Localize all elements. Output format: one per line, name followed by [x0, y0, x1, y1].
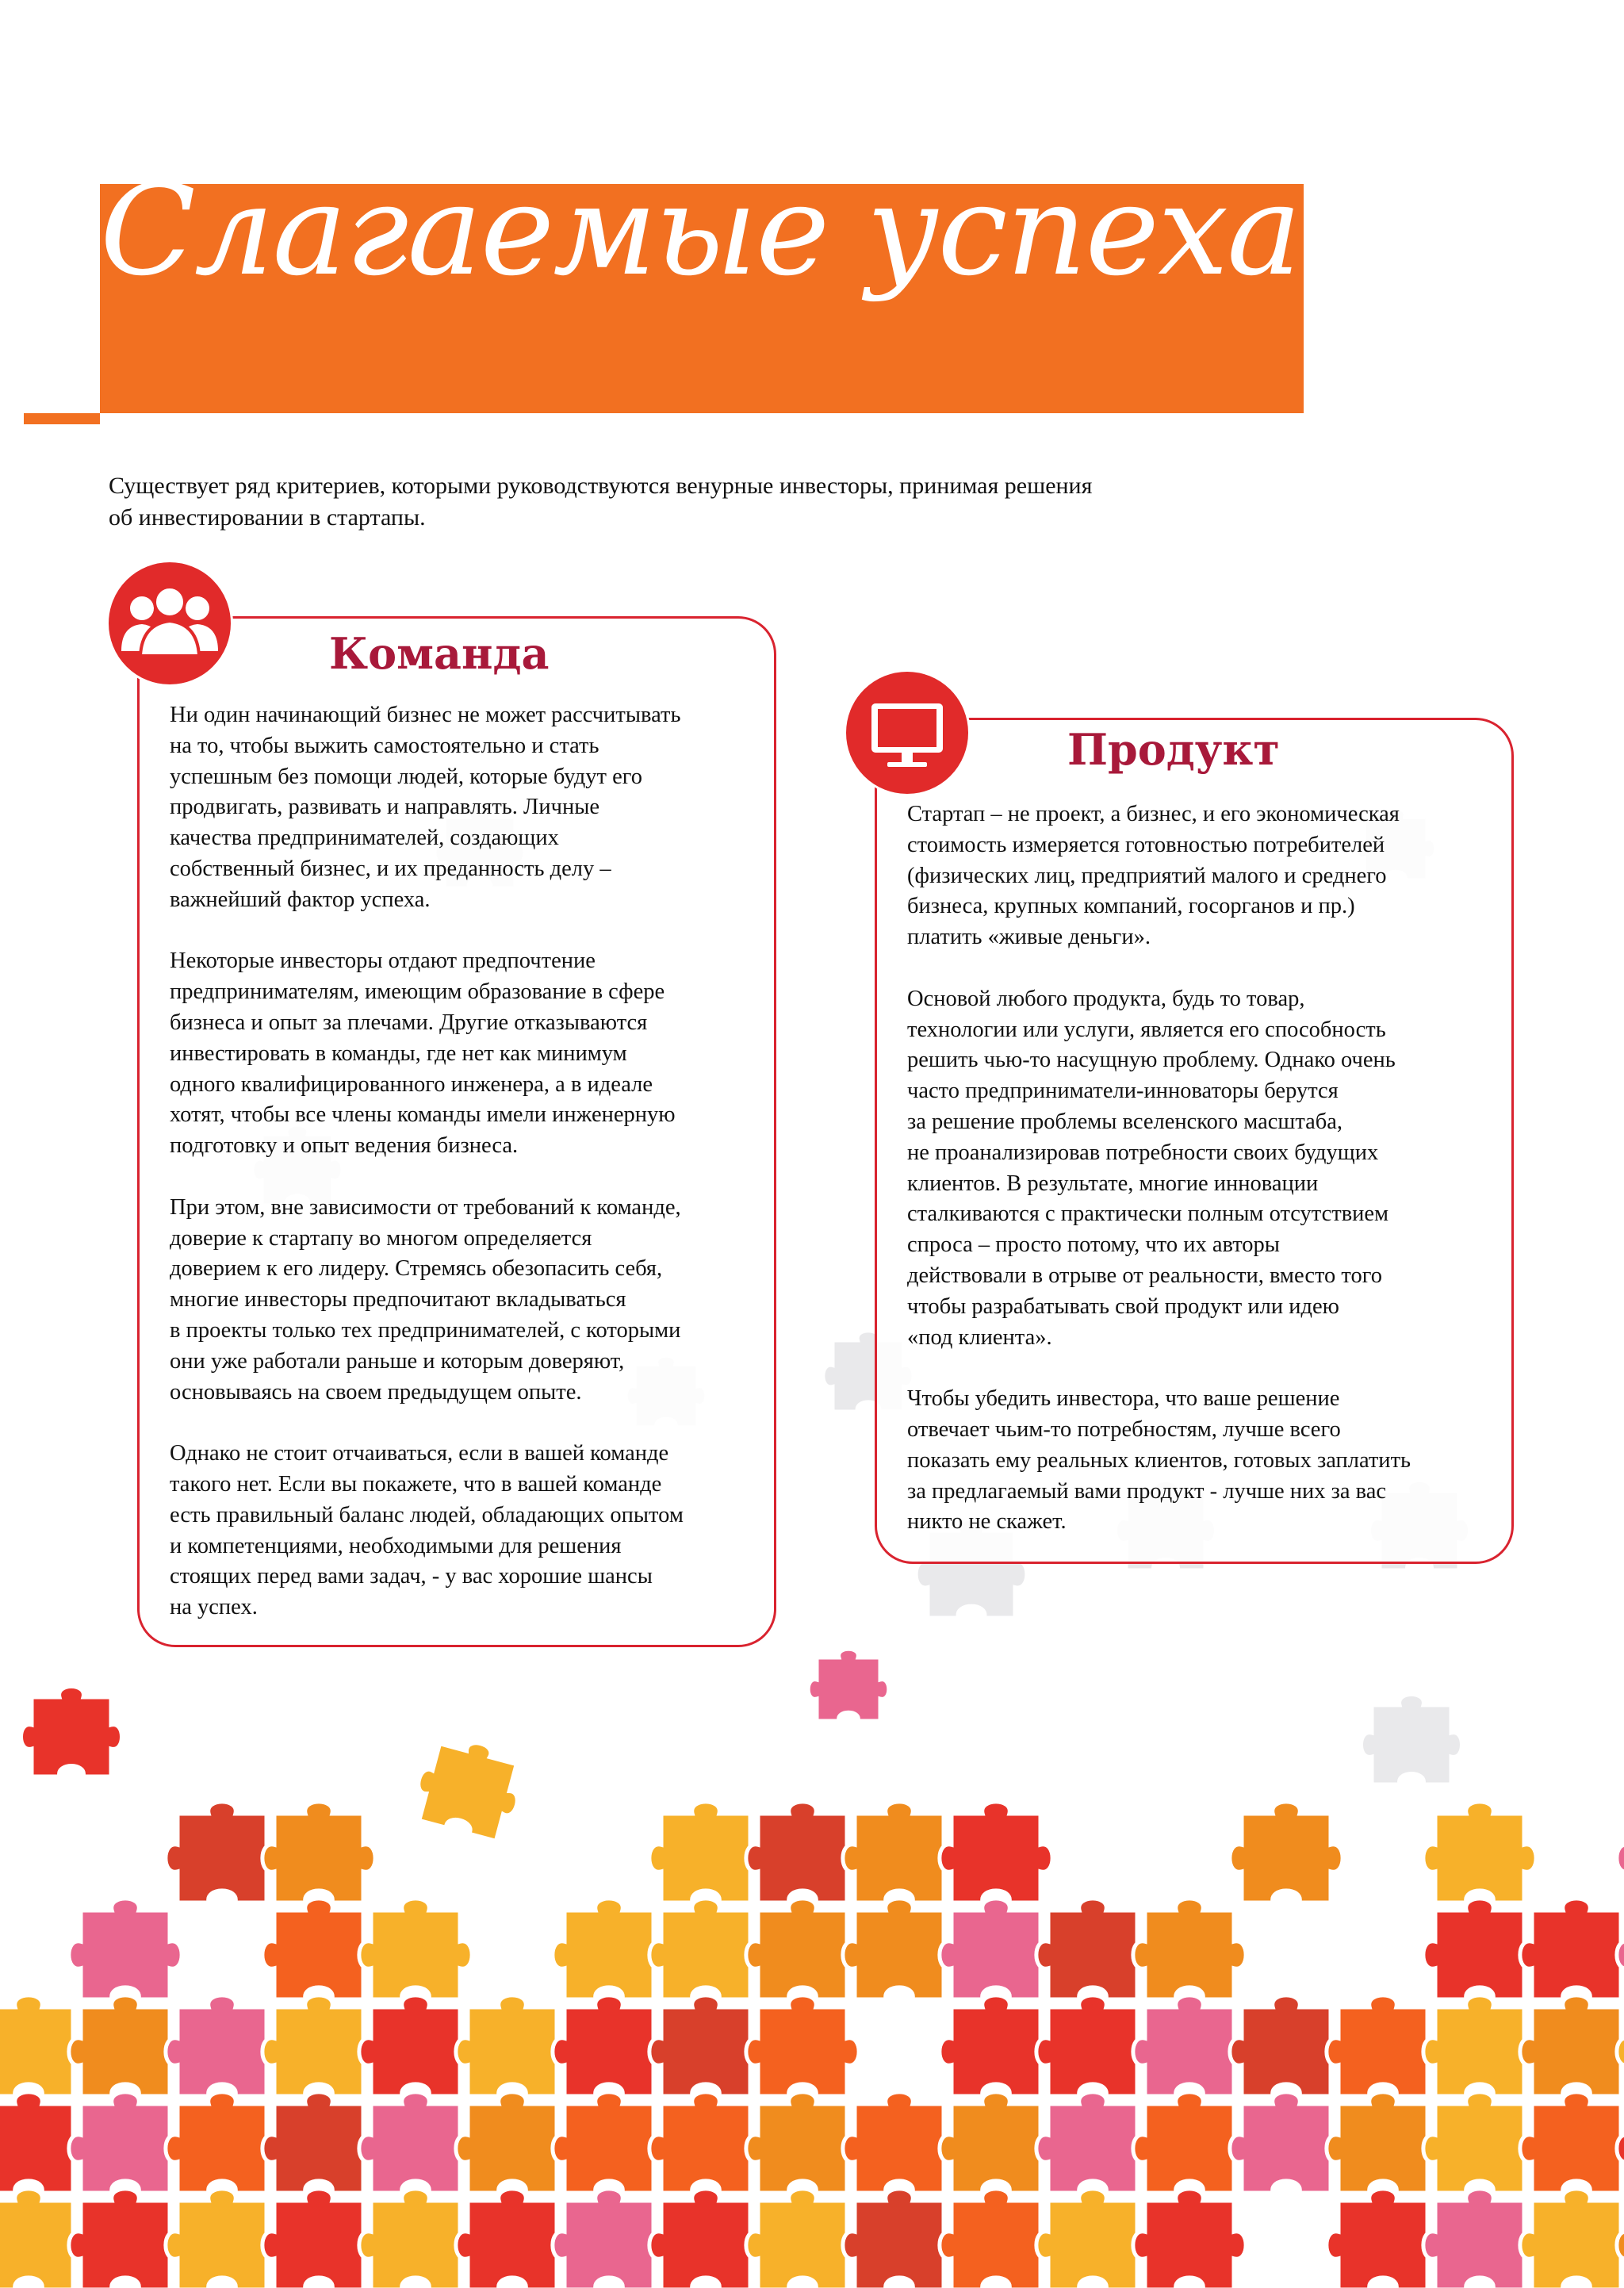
puzzle-piece	[1520, 1995, 1624, 2096]
text-line: стоимость измеряется готовностью потребителей	[907, 832, 1385, 857]
text-line: одного квалифицированного инженера, а в идеале	[170, 1071, 653, 1097]
text-line: за решение проблемы вселенского масштаба,	[907, 1109, 1343, 1134]
product-text	[907, 799, 1411, 1569]
text-line: действовали в отрыве от реальности, вместо того	[907, 1263, 1382, 1288]
puzzle-piece	[1520, 1899, 1624, 1999]
text-line: Стартап – не проект, а бизнес, и его экономическая	[907, 802, 1400, 826]
text-line: бизнеса, крупных компаний, госорганов и пр.)	[907, 894, 1355, 919]
text-line: часто предприниматели-инноваторы берутся	[907, 1079, 1339, 1104]
text-line: решить чью-то насущную проблему. Однако очень	[907, 1048, 1396, 1073]
puzzle-piece	[262, 1802, 375, 1903]
puzzle-piece	[1423, 1802, 1536, 1903]
team-heading: Команда	[329, 628, 550, 679]
text-line: собственный бизнес, и их преданность делу –	[170, 856, 611, 881]
text-line: за предлагаемый вами продукт - лучше них за вас	[907, 1478, 1387, 1504]
text-line: многие инвесторы предпочитают вкладываться	[170, 1287, 626, 1313]
puzzle-piece	[1230, 1802, 1342, 1903]
team-paragraph	[170, 1193, 684, 1408]
text-line: чтобы разрабатывать свой продукт или идею	[907, 1293, 1339, 1319]
text-line: Однако не стоит отчаиваться, если в вашей команде	[170, 1441, 669, 1466]
product-paragraph	[907, 984, 1411, 1354]
text-line: основываясь на своем предыдущем опыте.	[170, 1379, 582, 1405]
product-paragraph	[907, 1384, 1411, 1538]
text-line: в проекты только тех предпринимателей, с которыми	[170, 1317, 681, 1343]
text-line: не проанализировав потребности своих будущих	[907, 1140, 1379, 1165]
text-line: на то, чтобы выжить самостоятельно и стать	[170, 733, 599, 758]
text-line: Ни один начинающий бизнес не может рассчитывать	[170, 703, 681, 727]
team-paragraph	[170, 1439, 684, 1623]
intro-text	[109, 470, 1251, 534]
text-line: показать ему реальных клиентов, готовых заплатить	[907, 1447, 1411, 1473]
team-text	[170, 700, 684, 1654]
puzzle-piece	[1133, 2189, 1246, 2288]
puzzle-piece	[359, 1899, 472, 1999]
intro-line: Существует ряд критериев, которыми руководствуются венурные инвесторы, принимая решения	[109, 473, 1093, 499]
intro-line: об инвестировании в стартапы.	[109, 504, 426, 531]
puzzle-piece	[409, 1730, 530, 1844]
puzzle-piece	[1617, 1802, 1624, 1903]
text-line: (физических лиц, предприятий малого и среднего	[907, 863, 1387, 888]
computer-monitor-icon	[844, 669, 971, 796]
puzzle-piece	[746, 1995, 859, 2096]
text-line: платить «живые деньги».	[907, 925, 1151, 950]
product-paragraph	[907, 799, 1411, 953]
puzzle-piece	[808, 1649, 889, 1721]
page-title: Слагаемые успеха	[100, 158, 1300, 304]
puzzle-piece	[21, 1687, 122, 1777]
text-line: технологии или услуги, является его способность	[907, 1017, 1386, 1042]
text-line: доверие к стартапу во многом определяется	[170, 1225, 592, 1251]
text-line: качества предпринимателей, создающих	[170, 826, 559, 851]
text-line: «под клиента».	[907, 1324, 1052, 1350]
text-line: они уже работали раньше и которым доверяют,	[170, 1348, 625, 1374]
puzzle-piece	[1133, 1899, 1246, 1999]
text-line: продвигать, развивать и направлять. Личные	[170, 795, 600, 820]
text-line: стоящих перед вами задач, - у вас хорошие шансы	[170, 1564, 653, 1589]
text-line: важнейший фактор успеха.	[170, 887, 431, 912]
product-heading: Продукт	[1067, 724, 1280, 775]
puzzle-piece	[1520, 2092, 1624, 2193]
puzzle-piece	[940, 1802, 1052, 1903]
product-card	[875, 718, 1514, 1564]
team-card	[137, 616, 776, 1647]
text-line: Основой любого продукта, будь то товар,	[907, 986, 1305, 1011]
text-line: Некоторые инвесторы отдают предпочтение	[170, 949, 596, 974]
text-line: предпринимателям, имеющим образование в сфере	[170, 979, 665, 1005]
text-line: инвестировать в команды, где нет как минимум	[170, 1041, 627, 1066]
text-line: отвечает чьим-то потребностям, лучше всего	[907, 1416, 1341, 1442]
text-line: на успех.	[170, 1595, 258, 1620]
text-line: сталкиваются с практически полным отсутствием	[907, 1201, 1389, 1227]
text-line: хотят, чтобы все члены команды имели инженерную	[170, 1102, 676, 1128]
text-line: и компетенциями, необходимыми для решения	[170, 1533, 622, 1558]
text-line: При этом, вне зависимости от требований к команде,	[170, 1194, 681, 1220]
text-line: клиентов. В результате, многие инновации	[907, 1171, 1319, 1196]
text-line: Чтобы убедить инвестора, что ваше решение	[907, 1386, 1340, 1412]
team-paragraph	[170, 946, 684, 1162]
text-line: бизнеса и опыт за плечами. Другие отказываются	[170, 1010, 648, 1035]
text-line: есть правильный баланс людей, обладающих опытом	[170, 1502, 684, 1527]
team-paragraph	[170, 700, 684, 916]
puzzle-piece	[1362, 1695, 1462, 1785]
title-accent-line	[24, 413, 100, 424]
text-line: такого нет. Если вы покажете, что в вашей команде	[170, 1471, 662, 1497]
text-line: подготовку и опыт ведения бизнеса.	[170, 1133, 519, 1159]
text-line: спроса – просто потому, что их авторы	[907, 1232, 1280, 1258]
text-line: успешным без помощи людей, которые будут его	[170, 764, 642, 789]
text-line: доверием к его лидеру. Стремясь обезопасить себя,	[170, 1256, 663, 1282]
puzzle-piece	[69, 1899, 182, 1999]
puzzle-piece	[1520, 2189, 1624, 2288]
team-people-icon	[106, 560, 233, 687]
text-line: никто не скажет.	[907, 1509, 1067, 1535]
